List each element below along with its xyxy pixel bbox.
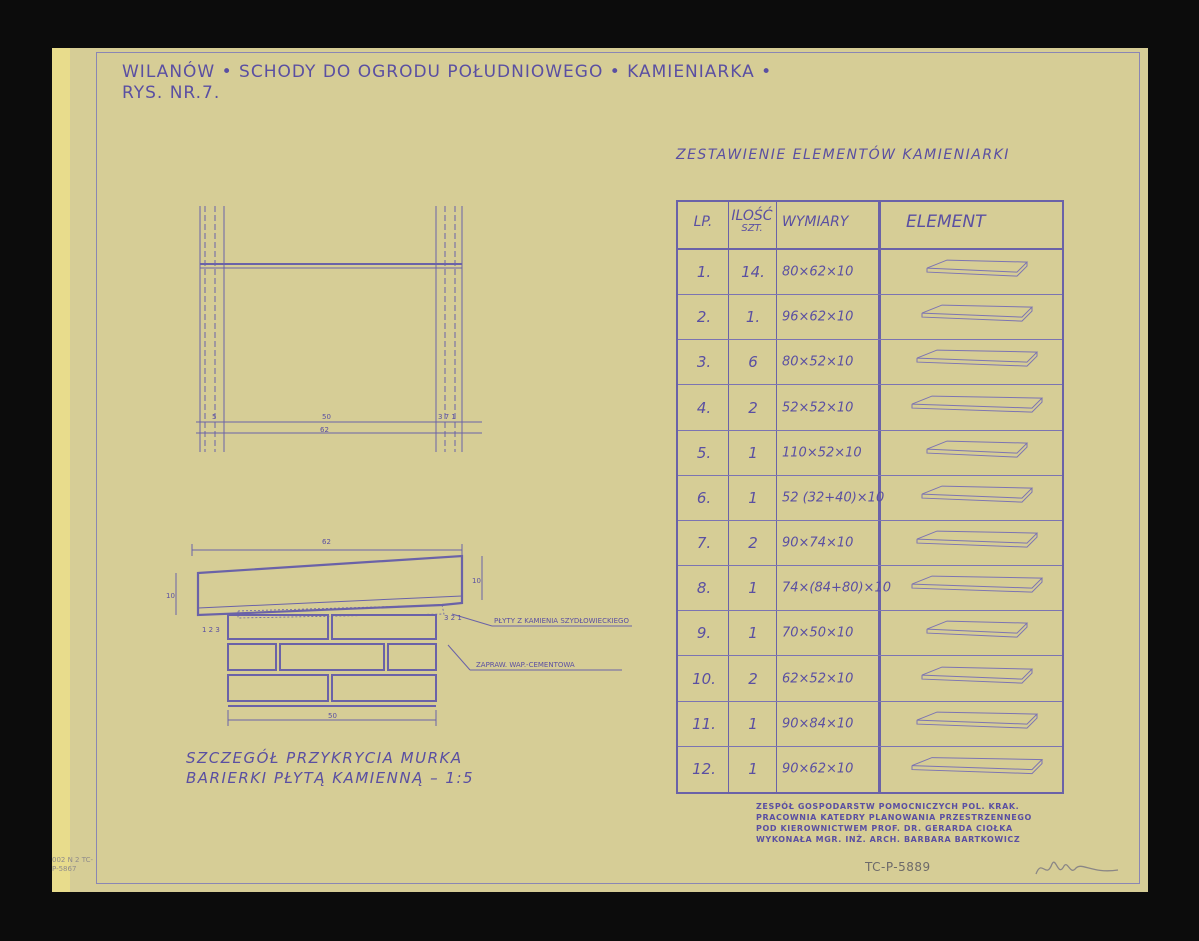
section-view (176, 544, 632, 726)
cell-wymiary: 62×52×10 (782, 671, 854, 687)
margin-note: 002 N 2 TC-P-5867 (52, 856, 94, 873)
cell-lp: 8. (696, 579, 712, 598)
credits-line-4: WYKONAŁA MGR. INŻ. ARCH. BARBARA BARTKOWICZ (756, 835, 1021, 844)
slab-sketch-icon (882, 747, 1062, 792)
plan-dim-right: 3 7 1 (438, 413, 456, 421)
cell-ilosc: 2 (748, 669, 758, 688)
header-ilosc (728, 208, 776, 234)
cell-wymiary: 74×(84+80)×10 (782, 580, 891, 596)
cell-ilosc: 2 (748, 398, 758, 417)
table-row (678, 386, 1062, 431)
table-row (678, 295, 1062, 340)
cell-ilosc: 1 (748, 443, 758, 462)
cell-lp: 2. (696, 308, 712, 327)
cell-wymiary: 80×62×10 (782, 264, 854, 280)
cell-lp: 5. (696, 443, 712, 462)
cell-ilosc: 14. (741, 263, 765, 282)
slab-sketch-icon (882, 340, 1062, 384)
cell-element-sketch (882, 566, 1062, 610)
cell-wymiary: 80×52×10 (782, 354, 854, 370)
elements-table (676, 200, 1064, 794)
slab-sketch-icon (882, 521, 1062, 565)
drawing-sheet (52, 48, 1148, 892)
archive-stamp: TC-P-5889 (865, 860, 931, 874)
header-element: ELEMENT (906, 212, 986, 232)
section-dim-left: 10 (166, 592, 175, 600)
plan-dim-5: 5 (212, 413, 217, 421)
slab-sketch-icon (882, 566, 1062, 610)
slab-sketch-icon (882, 702, 1062, 746)
cell-wymiary: 90×62×10 (782, 761, 854, 777)
slab-sketch-icon (882, 657, 1062, 701)
note-slab: PŁYTY Z KAMIENIA SZYDŁOWIECKIEGO (494, 617, 629, 625)
table-row (678, 340, 1062, 385)
cell-ilosc: 1 (748, 579, 758, 598)
cell-wymiary: 90×74×10 (782, 535, 854, 551)
cell-element-sketch (882, 747, 1062, 792)
cell-wymiary: 96×62×10 (782, 309, 854, 325)
cell-wymiary: 90×84×10 (782, 716, 854, 732)
header-wymiary: WYMIARY (782, 214, 849, 230)
cell-ilosc: 1 (748, 760, 758, 779)
cell-wymiary: 70×50×10 (782, 625, 854, 641)
cell-element-sketch (882, 521, 1062, 565)
caption-line-1: SZCZEGÓŁ PRZYKRYCIA MURKA (186, 749, 463, 767)
table-row (678, 521, 1062, 566)
cell-element-sketch (882, 702, 1062, 746)
cell-lp: 11. (692, 714, 716, 733)
slab-sketch-icon (882, 476, 1062, 520)
cell-element-sketch (882, 340, 1062, 384)
table-row (678, 611, 1062, 656)
cell-lp: 12. (692, 760, 716, 779)
credits-block (756, 801, 1032, 845)
table-row (678, 747, 1062, 792)
cell-ilosc: 1 (748, 488, 758, 507)
cell-wymiary: 110×52×10 (782, 445, 862, 461)
cell-lp: 3. (696, 353, 712, 372)
cell-element-sketch (882, 250, 1062, 294)
cell-element-sketch (882, 611, 1062, 655)
title-line-2: RYS. NR.7. (122, 83, 221, 103)
section-dim-top: 62 (322, 538, 331, 546)
cell-ilosc: 2 (748, 534, 758, 553)
slab-sketch-icon (882, 295, 1062, 339)
cell-element-sketch (882, 431, 1062, 475)
signature-mark (1032, 854, 1122, 884)
cell-lp: 1. (696, 263, 712, 282)
note-mortar: ZAPRAW. WAP.-CEMENTOWA (476, 661, 575, 669)
section-dim-bottom: 50 (328, 712, 337, 720)
header-lp: LP. (693, 214, 713, 230)
slab-sketch-icon (882, 431, 1062, 475)
cell-element-sketch (882, 657, 1062, 701)
cell-lp: 9. (696, 624, 712, 643)
section-dim-small-right: 3 2 1 (444, 614, 462, 622)
table-row (678, 250, 1062, 295)
cell-ilosc: 1 (748, 714, 758, 733)
table-row (678, 657, 1062, 702)
table-row (678, 702, 1062, 747)
cell-wymiary: 52 (32+40)×10 (782, 490, 885, 506)
table-row (678, 431, 1062, 476)
credits-line-2: PRACOWNIA KATEDRY PLANOWANIA PRZESTRZENNEGO (756, 813, 1032, 822)
cell-wymiary: 52×52×10 (782, 400, 854, 416)
cell-element-sketch (882, 295, 1062, 339)
cell-ilosc: 1. (745, 308, 761, 327)
section-dim-small-left: 1 2 3 (202, 626, 220, 634)
table-header (678, 202, 1062, 250)
cell-lp: 7. (696, 534, 712, 553)
cell-lp: 4. (696, 398, 712, 417)
slab-sketch-icon (882, 250, 1062, 294)
section-caption (186, 748, 474, 788)
table-row (678, 566, 1062, 611)
section-dim-right: 10 (472, 577, 481, 585)
title-line-1: WILANÓW • SCHODY DO OGRODU POŁUDNIOWEGO • KAMIENIARKA • (122, 62, 773, 82)
plan-dim-50: 50 (322, 413, 331, 421)
slab-sketch-icon (882, 611, 1062, 655)
cell-lp: 10. (692, 669, 716, 688)
header-ilosc-label: ILOŚĆ (731, 208, 773, 224)
cell-element-sketch (882, 476, 1062, 520)
cell-element-sketch (882, 386, 1062, 430)
credits-line-1: ZESPÓŁ GOSPODARSTW POMOCNICZYCH POL. KRAK. (756, 802, 1020, 811)
table-row (678, 476, 1062, 521)
slab-sketch-icon (882, 386, 1062, 430)
cell-lp: 6. (696, 488, 712, 507)
cell-ilosc: 6 (748, 353, 758, 372)
table-title: ZESTAWIENIE ELEMENTÓW KAMIENIARKI (676, 147, 1010, 163)
credits-line-3: POD KIEROWNICTWEM PROF. DR. GERARDA CIOŁKA (756, 824, 1013, 833)
caption-line-2: BARIERKI PŁYTĄ KAMIENNĄ – 1:5 (186, 769, 475, 787)
plan-dim-62: 62 (320, 426, 329, 434)
cell-ilosc: 1 (748, 624, 758, 643)
header-ilosc-unit: SZT. (741, 223, 763, 234)
